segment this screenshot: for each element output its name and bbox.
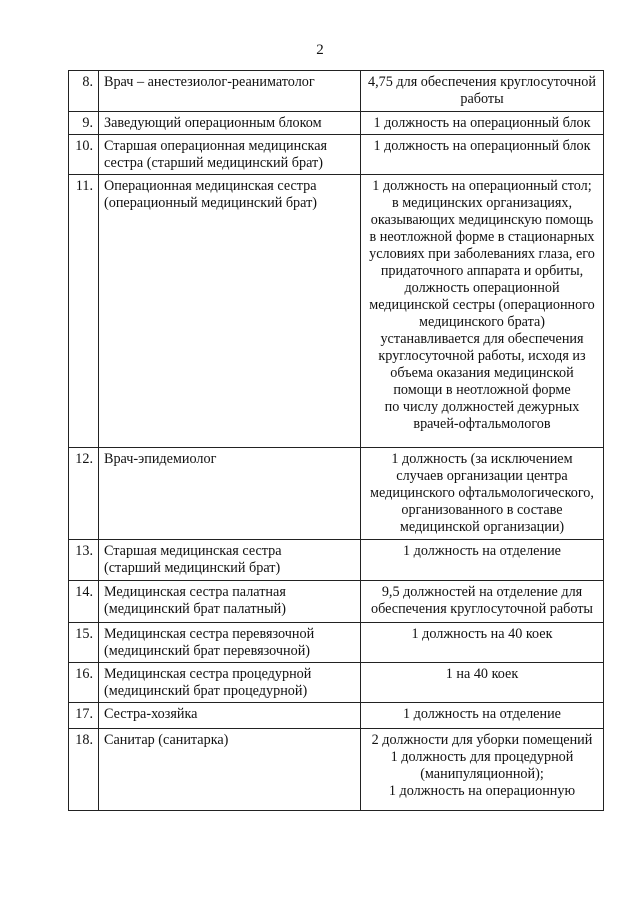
norm-line: 9,5 должностей на отделение для (381, 584, 583, 600)
norm-line: обеспечения круглосуточной работы (371, 601, 593, 617)
staffing-norm (361, 703, 604, 729)
norm-line: 2 должности для уборки помещений (371, 732, 593, 748)
position-title (99, 135, 361, 175)
position-line: (медицинский брат перевязочной) (104, 643, 311, 659)
position-line: Операционная медицинская сестра (104, 178, 317, 194)
norm-line: 1 на 40 коек (445, 666, 519, 682)
norm-line: помощи в неотложной форме (393, 382, 571, 398)
norm-line: в медицинских организациях, (391, 195, 573, 211)
norm-line: (манипуляционной); (420, 766, 544, 782)
norm-line: медицинской организации) (399, 519, 565, 535)
norm-line: круглосуточной работы, исходя из (378, 348, 586, 364)
norm-line: условиях при заболеваниях глаза, его (369, 246, 595, 262)
staffing-norm (361, 581, 604, 623)
position-line: Заведующий операционным блоком (104, 115, 322, 131)
position-line: Медицинская сестра палатная (104, 584, 286, 600)
table-row (69, 540, 604, 581)
row-number: 18. (69, 729, 99, 811)
table-row (69, 175, 604, 448)
position-title (99, 581, 361, 623)
norm-line: 1 должность (за исключением (391, 451, 573, 467)
table-row (69, 663, 604, 703)
position-line: (медицинский брат палатный) (104, 601, 286, 617)
position-line: Старшая операционная медицинская (104, 138, 328, 154)
table-row (69, 729, 604, 811)
row-number: 12. (69, 448, 99, 540)
norm-line: по числу должностей дежурных (384, 399, 580, 415)
position-line: (операционный медицинский брат) (104, 195, 317, 211)
position-title (99, 729, 361, 811)
position-line: Санитар (санитарка) (104, 732, 229, 748)
staffing-norm (361, 729, 604, 811)
row-number: 17. (69, 703, 99, 729)
table-row (69, 581, 604, 623)
row-number: 14. (69, 581, 99, 623)
position-title (99, 448, 361, 540)
page-number: 2 (316, 42, 324, 58)
row-number: 8. (69, 71, 99, 112)
staffing-norm (361, 663, 604, 703)
table-row (69, 71, 604, 112)
position-line: сестра (старший медицинский брат) (104, 155, 323, 171)
row-number: 10. (69, 135, 99, 175)
position-line: Сестра-хозяйка (104, 706, 198, 722)
position-line: Медицинская сестра процедурной (104, 666, 312, 682)
position-line: (медицинский брат процедурной) (104, 683, 308, 699)
staffing-norm (361, 540, 604, 581)
staffing-norm (361, 71, 604, 112)
table-row (69, 112, 604, 135)
norm-line: 1 должность на отделение (403, 543, 561, 559)
norm-line: 1 должность на 40 коек (411, 626, 553, 642)
norm-line: случаев организации центра (396, 468, 568, 484)
norm-line: в неотложной форме в стационарных (369, 229, 595, 245)
norm-line: должность операционной (404, 280, 560, 296)
position-title (99, 71, 361, 112)
norm-line: 1 должность на операционный блок (373, 115, 591, 131)
norm-line: 1 должность на операционную (388, 783, 576, 799)
norm-line: придаточного аппарата и орбиты, (380, 263, 584, 279)
norm-line: врачей-офтальмологов (413, 416, 551, 432)
position-line: (старший медицинский брат) (104, 560, 281, 576)
position-title (99, 703, 361, 729)
norm-line: оказывающих медицинскую помощь (370, 212, 594, 228)
row-number: 13. (69, 540, 99, 581)
row-number: 11. (69, 175, 99, 448)
table-row (69, 703, 604, 729)
norm-line: 1 должность на операционный блок (373, 138, 591, 154)
position-title (99, 623, 361, 663)
row-number: 9. (69, 112, 99, 135)
norm-line: объема оказания медицинской (390, 365, 574, 381)
norm-line: медицинской сестры (операционного (369, 297, 595, 313)
position-title (99, 112, 361, 135)
staffing-norm (361, 135, 604, 175)
norm-line: устанавливается для обеспечения (380, 331, 584, 347)
table-row (69, 448, 604, 540)
table-row (69, 623, 604, 663)
norm-line: 1 должность на операционный стол; (372, 178, 592, 194)
position-title (99, 663, 361, 703)
norm-line: 1 должность для процедурной (390, 749, 574, 765)
position-line: Врач – анестезиолог-реаниматолог (104, 74, 315, 90)
norm-line: медицинского брата) (419, 314, 545, 330)
position-title (99, 540, 361, 581)
position-title (99, 175, 361, 448)
norm-line: медицинского офтальмологического, (370, 485, 594, 501)
staffing-table-body (69, 71, 604, 811)
position-line: Врач-эпидемиолог (104, 451, 217, 467)
position-line: Старшая медицинская сестра (104, 543, 282, 559)
staffing-table (68, 70, 604, 811)
norm-line: организованного в составе (401, 502, 563, 518)
staffing-norm (361, 623, 604, 663)
norm-line: работы (460, 91, 504, 107)
position-line: Медицинская сестра перевязочной (104, 626, 315, 642)
staffing-norm (361, 112, 604, 135)
table-row (69, 135, 604, 175)
norm-line: 1 должность на отделение (403, 706, 561, 722)
norm-line: 4,75 для обеспечения круглосуточной (368, 74, 596, 90)
row-number: 16. (69, 663, 99, 703)
staffing-norm (361, 175, 604, 448)
staffing-norm (361, 448, 604, 540)
row-number: 15. (69, 623, 99, 663)
